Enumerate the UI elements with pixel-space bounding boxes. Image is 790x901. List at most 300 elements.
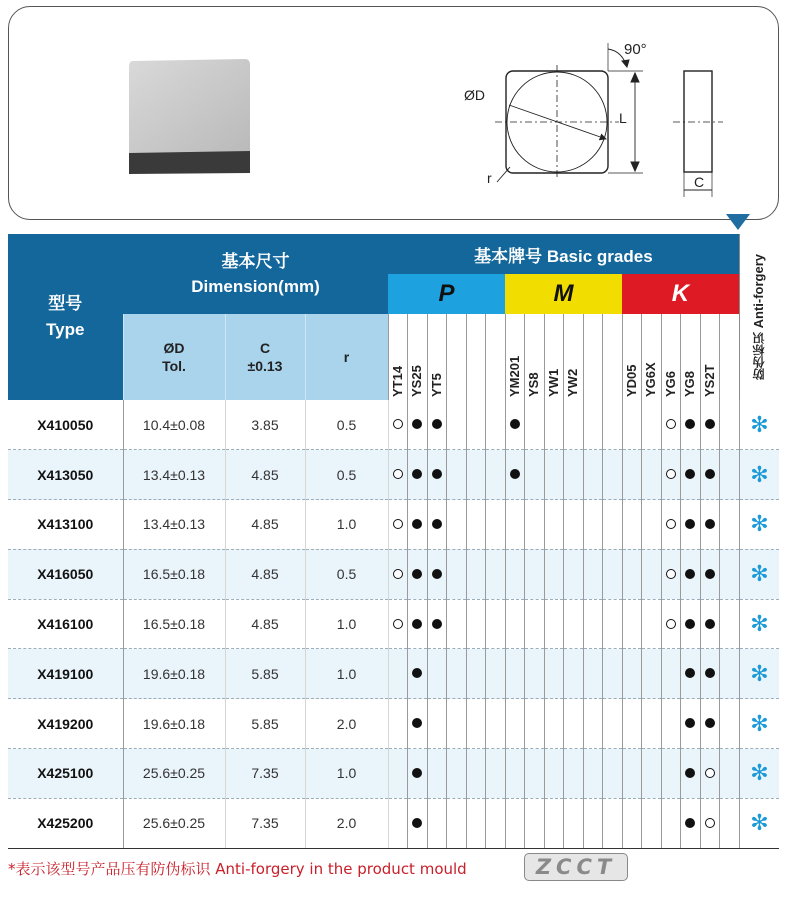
- available-dot: [412, 768, 422, 778]
- thickness-col-header: [225, 314, 305, 400]
- optional-dot: [666, 619, 676, 629]
- grade-cell-m-6: [603, 450, 623, 500]
- grade-cell-p-4: [447, 500, 467, 550]
- type-cell: X425100: [8, 749, 123, 799]
- grade-cell-p-2: [408, 450, 428, 500]
- grade-cell-k-2: [642, 500, 662, 550]
- anti-forgery-mark: ✻: [739, 599, 779, 649]
- grade-col-m-1: [505, 314, 525, 400]
- grade-cell-m-1: [505, 798, 525, 848]
- grade-cell-k-1: [622, 649, 642, 699]
- grade-cell-p-5: [466, 450, 486, 500]
- diameter-cell: 13.4±0.13: [123, 500, 225, 550]
- grade-cell-p-1: [388, 798, 408, 848]
- grade-cell-m-3: [544, 599, 564, 649]
- grade-cell-m-2: [525, 599, 545, 649]
- available-dot: [412, 469, 422, 479]
- grade-cell-m-2: [525, 649, 545, 699]
- grade-cell-m-4: [564, 500, 584, 550]
- table-row: [8, 798, 779, 848]
- grade-cell-m-2: [525, 798, 545, 848]
- available-dot: [685, 569, 695, 579]
- diameter-cell: 10.4±0.08: [123, 400, 225, 450]
- grade-col-p-1: [388, 314, 408, 400]
- grade-cell-k-4: [681, 749, 701, 799]
- optional-dot: [666, 469, 676, 479]
- radius-col-header: r: [305, 314, 388, 400]
- table-row: [8, 649, 779, 699]
- pointer-triangle: [726, 214, 750, 230]
- grade-cell-k-4: [681, 500, 701, 550]
- grade-cell-p-1: [388, 749, 408, 799]
- grade-cell-p-1: [388, 400, 408, 450]
- grade-cell-p-5: [466, 549, 486, 599]
- available-dot: [412, 668, 422, 678]
- grade-label: YT5: [428, 373, 444, 397]
- grade-cell-p-4: [447, 798, 467, 848]
- type-cell: X413100: [8, 500, 123, 550]
- anti-forgery-header-zh: 防伪标识: [752, 332, 767, 380]
- grade-col-p-4: [447, 314, 467, 400]
- class-m-header: M: [505, 274, 622, 314]
- grade-col-k-2: [642, 314, 662, 400]
- grade-cell-p-6: [486, 798, 506, 848]
- grade-cell-p-1: [388, 599, 408, 649]
- grade-cell-k-6: [720, 549, 740, 599]
- available-dot: [432, 569, 442, 579]
- grade-cell-p-2: [408, 400, 428, 450]
- grade-cell-m-4: [564, 749, 584, 799]
- grade-cell-k-3: [661, 749, 681, 799]
- grade-label: YS8: [526, 372, 542, 397]
- class-k-header: K: [622, 274, 739, 314]
- anti-forgery-mark: ✻: [739, 450, 779, 500]
- anti-forgery-mark: ✻: [739, 699, 779, 749]
- footnote: *表示该型号产品压有防伪标识 Anti-forgery in the product mould: [8, 860, 467, 878]
- grade-cell-m-2: [525, 500, 545, 550]
- grade-cell-p-5: [466, 500, 486, 550]
- grade-col-m-6: [603, 314, 623, 400]
- radius-label: r: [487, 170, 492, 186]
- anti-forgery-mark: ✻: [739, 500, 779, 550]
- available-dot: [412, 818, 422, 828]
- grade-cell-m-3: [544, 649, 564, 699]
- grade-cell-p-4: [447, 699, 467, 749]
- grade-cell-m-5: [583, 798, 603, 848]
- grade-label: YG8: [682, 370, 698, 397]
- grade-cell-k-2: [642, 749, 662, 799]
- diameter-cell: 13.4±0.13: [123, 450, 225, 500]
- grade-cell-k-1: [622, 749, 642, 799]
- grade-cell-k-2: [642, 599, 662, 649]
- type-cell: X419200: [8, 699, 123, 749]
- anti-forgery-mark: ✻: [739, 649, 779, 699]
- grade-cell-m-5: [583, 549, 603, 599]
- thickness-cell: 5.85: [225, 649, 305, 699]
- radius-cell: 0.5: [305, 400, 388, 450]
- thickness-cell: 4.85: [225, 500, 305, 550]
- grade-cell-k-1: [622, 798, 642, 848]
- grade-cell-p-3: [427, 798, 447, 848]
- grade-cell-m-6: [603, 599, 623, 649]
- available-dot: [510, 419, 520, 429]
- anti-forgery-mark: ✻: [739, 798, 779, 848]
- available-dot: [705, 718, 715, 728]
- grade-cell-m-3: [544, 549, 564, 599]
- type-cell: X410050: [8, 400, 123, 450]
- grade-cell-p-2: [408, 699, 428, 749]
- grade-cell-p-6: [486, 649, 506, 699]
- thickness-label: C: [694, 174, 705, 190]
- grade-cell-m-4: [564, 549, 584, 599]
- drawing-panel: [8, 6, 779, 220]
- available-dot: [685, 718, 695, 728]
- optional-dot: [393, 419, 403, 429]
- radius-cell: 0.5: [305, 450, 388, 500]
- available-dot: [685, 768, 695, 778]
- available-dot: [510, 469, 520, 479]
- grade-cell-m-6: [603, 500, 623, 550]
- grade-col-m-3: [544, 314, 564, 400]
- diameter-cell: 25.6±0.25: [123, 798, 225, 848]
- radius-cell: 1.0: [305, 649, 388, 699]
- grade-cell-p-5: [466, 649, 486, 699]
- grade-cell-m-5: [583, 400, 603, 450]
- grade-cell-k-1: [622, 450, 642, 500]
- grade-cell-k-5: [700, 599, 720, 649]
- grade-label: YS25: [409, 365, 425, 397]
- grade-cell-k-2: [642, 699, 662, 749]
- diameter-cell: 16.5±0.18: [123, 549, 225, 599]
- grade-cell-k-4: [681, 450, 701, 500]
- grade-cell-k-6: [720, 749, 740, 799]
- grade-cell-m-6: [603, 549, 623, 599]
- grade-cell-m-1: [505, 400, 525, 450]
- grade-cell-k-6: [720, 649, 740, 699]
- grade-cell-p-1: [388, 549, 408, 599]
- optional-dot: [393, 519, 403, 529]
- optional-dot: [393, 569, 403, 579]
- available-dot: [685, 469, 695, 479]
- diameter-cell: 19.6±0.18: [123, 699, 225, 749]
- grade-cell-p-3: [427, 649, 447, 699]
- dimension-header-zh: 基本尺寸: [221, 252, 290, 271]
- grade-cell-m-3: [544, 798, 564, 848]
- grade-cell-m-5: [583, 699, 603, 749]
- type-header-en: Type: [46, 320, 85, 339]
- radius-cell: 1.0: [305, 599, 388, 649]
- available-dot: [705, 569, 715, 579]
- grade-cell-p-5: [466, 798, 486, 848]
- grade-cell-p-6: [486, 500, 506, 550]
- grade-cell-k-4: [681, 798, 701, 848]
- grade-cell-p-5: [466, 699, 486, 749]
- grade-cell-p-4: [447, 549, 467, 599]
- grade-cell-m-4: [564, 450, 584, 500]
- radius-cell: 0.5: [305, 549, 388, 599]
- grade-cell-m-2: [525, 400, 545, 450]
- grade-col-k-4: [681, 314, 701, 400]
- radius-cell: 1.0: [305, 500, 388, 550]
- optional-dot: [393, 469, 403, 479]
- grade-cell-p-4: [447, 400, 467, 450]
- available-dot: [412, 419, 422, 429]
- available-dot: [412, 619, 422, 629]
- radius-cell: 1.0: [305, 749, 388, 799]
- grade-cell-m-5: [583, 649, 603, 699]
- optional-dot: [705, 818, 715, 828]
- grade-cell-k-1: [622, 549, 642, 599]
- grade-cell-k-2: [642, 450, 662, 500]
- available-dot: [685, 619, 695, 629]
- grade-cell-m-1: [505, 699, 525, 749]
- grade-cell-m-6: [603, 649, 623, 699]
- grade-cell-p-4: [447, 450, 467, 500]
- grade-cell-k-5: [700, 699, 720, 749]
- grade-cell-k-2: [642, 549, 662, 599]
- grade-cell-k-5: [700, 549, 720, 599]
- grade-col-m-4: [564, 314, 584, 400]
- grade-cell-k-3: [661, 400, 681, 450]
- diameter-cell: 16.5±0.18: [123, 599, 225, 649]
- available-dot: [432, 419, 442, 429]
- available-dot: [705, 469, 715, 479]
- available-dot: [685, 818, 695, 828]
- grade-cell-p-2: [408, 749, 428, 799]
- grade-cell-p-3: [427, 450, 447, 500]
- grade-cell-m-1: [505, 599, 525, 649]
- grade-cell-m-3: [544, 400, 564, 450]
- grade-cell-p-2: [408, 798, 428, 848]
- grade-cell-k-3: [661, 699, 681, 749]
- grade-cell-p-6: [486, 599, 506, 649]
- anti-forgery-header: [739, 234, 779, 400]
- optional-dot: [705, 768, 715, 778]
- grade-col-p-3: [427, 314, 447, 400]
- grade-cell-k-6: [720, 599, 740, 649]
- diameter-col-header: [123, 314, 225, 400]
- grade-cell-m-1: [505, 749, 525, 799]
- grade-cell-p-4: [447, 599, 467, 649]
- grade-cell-m-1: [505, 450, 525, 500]
- available-dot: [432, 619, 442, 629]
- diameter-col-label: ØD: [163, 340, 185, 356]
- grade-cell-k-2: [642, 649, 662, 699]
- grade-cell-p-3: [427, 500, 447, 550]
- grade-cell-k-3: [661, 450, 681, 500]
- grade-cell-k-2: [642, 400, 662, 450]
- grade-label: YW2: [565, 368, 581, 397]
- anti-forgery-mark: ✻: [739, 549, 779, 599]
- grade-cell-k-6: [720, 699, 740, 749]
- grade-cell-p-5: [466, 400, 486, 450]
- grade-cell-p-2: [408, 549, 428, 599]
- grade-cell-m-3: [544, 699, 564, 749]
- grade-cell-p-6: [486, 450, 506, 500]
- grade-cell-k-2: [642, 798, 662, 848]
- grade-cell-k-1: [622, 599, 642, 649]
- grade-label: YG6X: [643, 362, 659, 397]
- grade-cell-k-1: [622, 400, 642, 450]
- grade-cell-m-4: [564, 599, 584, 649]
- grade-label: YG6: [662, 370, 678, 397]
- grade-cell-p-1: [388, 649, 408, 699]
- thickness-cell: 5.85: [225, 699, 305, 749]
- grade-cell-k-3: [661, 649, 681, 699]
- grade-cell-p-1: [388, 699, 408, 749]
- grade-cell-k-3: [661, 599, 681, 649]
- class-p-header: P: [388, 274, 505, 314]
- diameter-label: ØD: [464, 87, 485, 103]
- optional-dot: [666, 419, 676, 429]
- grade-cell-k-5: [700, 749, 720, 799]
- available-dot: [432, 519, 442, 529]
- radius-cell: 2.0: [305, 798, 388, 848]
- grade-cell-m-6: [603, 798, 623, 848]
- grade-cell-k-6: [720, 500, 740, 550]
- thickness-cell: 7.35: [225, 749, 305, 799]
- grade-cell-m-6: [603, 400, 623, 450]
- grade-cell-m-6: [603, 749, 623, 799]
- grade-cell-m-4: [564, 699, 584, 749]
- grades-header-en: Basic grades: [546, 246, 653, 266]
- grade-cell-k-3: [661, 500, 681, 550]
- thickness-cell: 4.85: [225, 599, 305, 649]
- thickness-cell: 4.85: [225, 549, 305, 599]
- grade-cell-k-4: [681, 599, 701, 649]
- grade-cell-p-3: [427, 400, 447, 450]
- grade-cell-m-3: [544, 749, 564, 799]
- anti-forgery-header-en: Anti-forgery: [751, 253, 767, 329]
- grade-cell-p-6: [486, 549, 506, 599]
- grade-cell-m-3: [544, 500, 564, 550]
- grade-cell-p-2: [408, 599, 428, 649]
- grade-cell-k-6: [720, 400, 740, 450]
- grade-cell-m-5: [583, 500, 603, 550]
- table-row: [8, 749, 779, 799]
- grade-cell-k-5: [700, 500, 720, 550]
- grade-cell-m-2: [525, 749, 545, 799]
- grade-cell-k-3: [661, 798, 681, 848]
- angle-label: 90°: [624, 41, 647, 58]
- grade-cell-p-3: [427, 549, 447, 599]
- thickness-cell: 3.85: [225, 400, 305, 450]
- grades-header-zh: 基本牌号: [474, 246, 543, 266]
- grade-col-k-5: [700, 314, 720, 400]
- table-row: [8, 549, 779, 599]
- grade-cell-k-4: [681, 699, 701, 749]
- grade-col-m-2: [525, 314, 545, 400]
- available-dot: [412, 718, 422, 728]
- dimension-header-en: Dimension(mm): [191, 277, 320, 296]
- thickness-tolerance-label: ±0.13: [247, 358, 283, 374]
- grade-cell-k-4: [681, 400, 701, 450]
- grade-cell-p-6: [486, 699, 506, 749]
- grade-cell-p-6: [486, 749, 506, 799]
- grade-cell-k-5: [700, 450, 720, 500]
- available-dot: [685, 419, 695, 429]
- grade-cell-m-3: [544, 450, 564, 500]
- available-dot: [705, 519, 715, 529]
- table-row: [8, 699, 779, 749]
- type-header: [8, 234, 123, 400]
- available-dot: [685, 668, 695, 678]
- grade-label: YD05: [623, 364, 639, 397]
- optional-dot: [666, 519, 676, 529]
- type-cell: X419100: [8, 649, 123, 699]
- radius-cell: 2.0: [305, 699, 388, 749]
- grade-cell-k-6: [720, 798, 740, 848]
- available-dot: [705, 619, 715, 629]
- grade-cell-k-3: [661, 549, 681, 599]
- grades-table: [8, 234, 779, 849]
- dimension-header: [123, 234, 388, 314]
- grade-cell-m-5: [583, 450, 603, 500]
- grade-cell-m-4: [564, 649, 584, 699]
- grade-cell-p-4: [447, 649, 467, 699]
- grade-cell-p-1: [388, 500, 408, 550]
- grade-cell-m-5: [583, 749, 603, 799]
- grade-col-p-2: [408, 314, 428, 400]
- grade-cell-m-6: [603, 699, 623, 749]
- table-row: [8, 400, 779, 450]
- grade-cell-k-1: [622, 500, 642, 550]
- available-dot: [685, 519, 695, 529]
- grade-cell-m-1: [505, 549, 525, 599]
- grade-col-k-6: [720, 314, 740, 400]
- available-dot: [412, 569, 422, 579]
- grade-cell-k-1: [622, 699, 642, 749]
- type-cell: X425200: [8, 798, 123, 848]
- grade-cell-k-5: [700, 649, 720, 699]
- type-cell: X416050: [8, 549, 123, 599]
- insert-photo: [129, 59, 250, 174]
- type-header-zh: 型号: [48, 294, 83, 313]
- thickness-cell: 7.35: [225, 798, 305, 848]
- grade-cell-p-1: [388, 450, 408, 500]
- grade-cell-p-6: [486, 400, 506, 450]
- grade-label: YM201: [506, 355, 522, 397]
- grade-cell-p-3: [427, 699, 447, 749]
- available-dot: [412, 519, 422, 529]
- thickness-cell: 4.85: [225, 450, 305, 500]
- grade-label: YS2T: [701, 364, 717, 397]
- diameter-cell: 25.6±0.25: [123, 749, 225, 799]
- grade-cell-m-2: [525, 549, 545, 599]
- table-row: [8, 450, 779, 500]
- grade-cell-k-4: [681, 649, 701, 699]
- type-cell: X416100: [8, 599, 123, 649]
- grade-cell-m-4: [564, 798, 584, 848]
- table-row: [8, 500, 779, 550]
- grade-cell-k-4: [681, 549, 701, 599]
- grade-cell-k-5: [700, 400, 720, 450]
- optional-dot: [393, 619, 403, 629]
- diameter-cell: 19.6±0.18: [123, 649, 225, 699]
- insert-drawing: [9, 7, 780, 221]
- grade-col-p-5: [466, 314, 486, 400]
- anti-forgery-mark: ✻: [739, 749, 779, 799]
- grade-label: YT14: [389, 365, 405, 397]
- anti-forgery-mark: ✻: [739, 400, 779, 450]
- thickness-col-label: C: [259, 340, 271, 356]
- available-dot: [705, 419, 715, 429]
- grade-col-k-3: [661, 314, 681, 400]
- grade-cell-k-5: [700, 798, 720, 848]
- grade-col-m-5: [583, 314, 603, 400]
- grade-cell-m-2: [525, 699, 545, 749]
- grade-cell-p-2: [408, 649, 428, 699]
